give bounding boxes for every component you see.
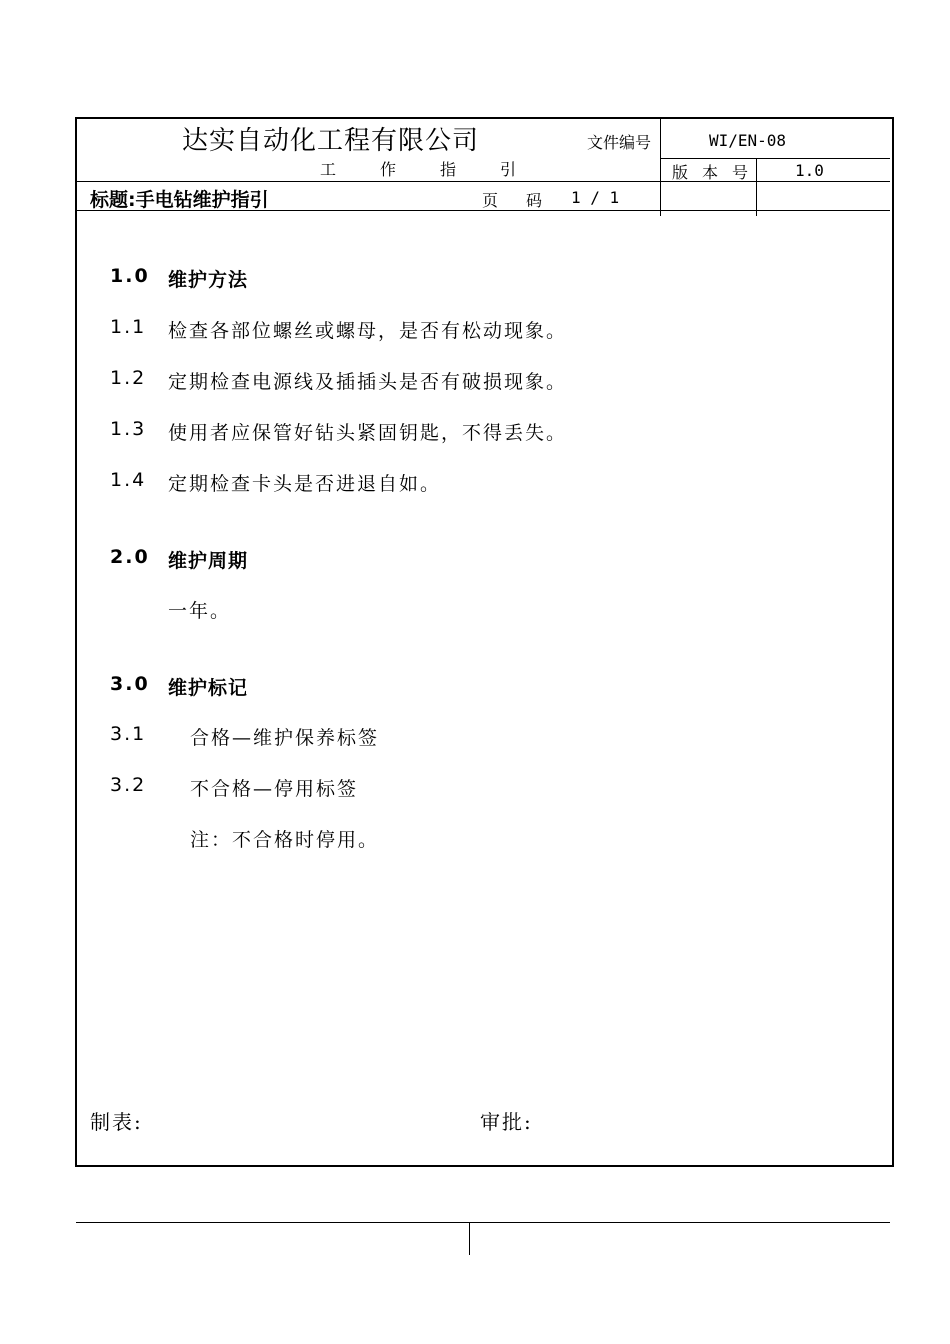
- item-number: 3.2: [110, 774, 147, 796]
- version-value: 1.0: [795, 161, 824, 180]
- section-number: 3.0: [110, 673, 150, 695]
- section-text: 一年。: [168, 600, 232, 622]
- footer-rule: [469, 1222, 470, 1255]
- section-number: 2.0: [110, 546, 150, 568]
- version-label: 版本号: [672, 163, 763, 182]
- item-text: 不合格—停用标签: [190, 778, 359, 800]
- item-number: 1.4: [110, 469, 147, 491]
- item-text: 使用者应保管好钻头紧固钥匙，不得丢失。: [168, 422, 568, 444]
- section-title: 维护周期: [168, 550, 249, 572]
- section-number: 1.0: [110, 265, 150, 287]
- approved-by-label: 审批:: [480, 1110, 533, 1134]
- page-label: 页码: [482, 191, 571, 210]
- item-number: 1.2: [110, 367, 147, 389]
- section-title: 维护方法: [168, 269, 249, 291]
- doc-no-label: 文件编号: [587, 133, 652, 152]
- header-divider: [660, 119, 661, 216]
- document-type: 工作指引: [320, 160, 561, 179]
- item-text: 检查各部位螺丝或螺母，是否有松动现象。: [168, 320, 568, 342]
- page-value: 1 / 1: [571, 188, 620, 207]
- page-title: 标题:手电钻维护指引: [90, 189, 269, 211]
- company-name: 达实自动化工程有限公司: [182, 126, 480, 156]
- header-divider: [660, 158, 890, 159]
- item-number: 3.1: [110, 723, 147, 745]
- header-divider: [76, 181, 890, 182]
- item-text: 定期检查卡头是否进退自如。: [168, 473, 442, 495]
- prepared-by-label: 制表:: [90, 1110, 143, 1134]
- footer-rule: [76, 1222, 890, 1223]
- doc-no-value: WI/EN-08: [709, 131, 787, 150]
- item-number: 1.1: [110, 316, 147, 338]
- section-title: 维护标记: [168, 677, 249, 699]
- item-text: 合格—维护保养标签: [190, 727, 380, 749]
- note-text: 注：不合格时停用。: [190, 829, 380, 851]
- item-text: 定期检查电源线及插插头是否有破损现象。: [168, 371, 568, 393]
- item-number: 1.3: [110, 418, 147, 440]
